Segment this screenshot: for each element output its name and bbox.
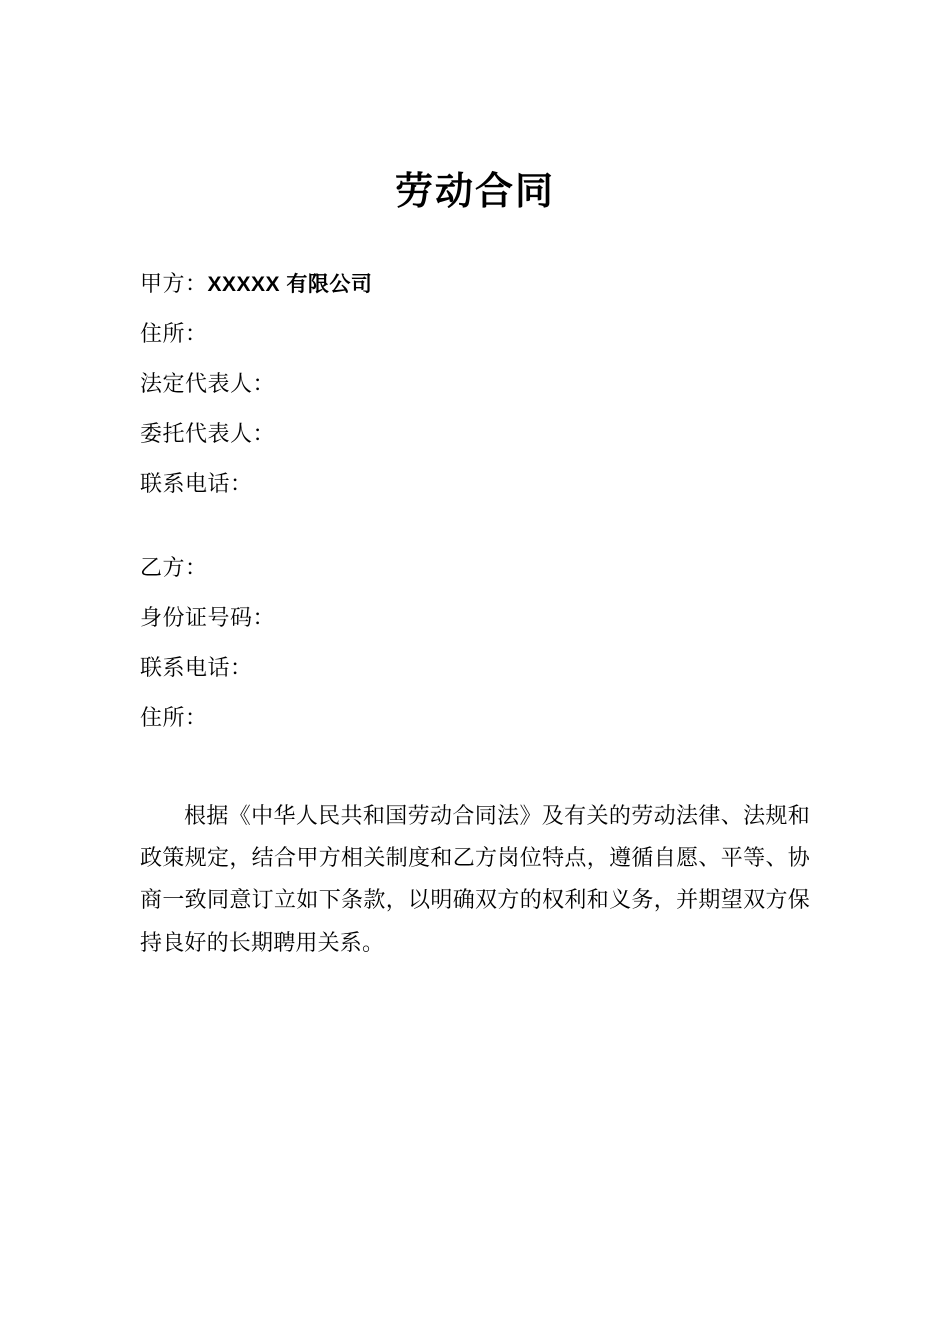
field-row-legal-representative: [140, 373, 810, 395]
field-label: 联系电话：: [140, 655, 253, 680]
party-b-fields: [140, 557, 810, 729]
preamble-block: [140, 795, 810, 964]
field-label: 住所：: [140, 705, 208, 730]
field-row-party-b-name: [140, 557, 810, 579]
field-label: 法定代表人：: [140, 371, 276, 396]
party-a-fields: [140, 273, 810, 495]
field-row-party-a-phone: [140, 473, 810, 495]
preamble-paragraph: 根据《中华人民共和国劳动合同法》及有关的劳动法律、法规和政策规定，结合甲方相关制度和乙方岗位特点，遵循自愿、平等、协商一致同意订立如下条款，以明确双方的权利和义务，并期望双方保持良好的长期聘用关系。: [140, 803, 810, 955]
field-row-party-b-phone: [140, 657, 810, 679]
field-label: 身份证号码：: [140, 605, 276, 630]
field-label: 乙方：: [140, 555, 208, 580]
page-title: 劳动合同: [394, 171, 555, 213]
field-row-authorized-representative: [140, 423, 810, 445]
field-label: 联系电话：: [140, 471, 253, 496]
document-body: [140, 0, 810, 964]
field-label: 委托代表人：: [140, 421, 276, 446]
field-row-party-a-address: [140, 323, 810, 345]
field-label: 甲方：: [140, 271, 208, 296]
field-row-party-b-address: [140, 707, 810, 729]
field-label: 住所：: [140, 321, 208, 346]
field-row-id-number: [140, 607, 810, 629]
field-row-party-a-name: [140, 273, 810, 295]
field-value: XXXXX 有限公司: [207, 273, 373, 296]
